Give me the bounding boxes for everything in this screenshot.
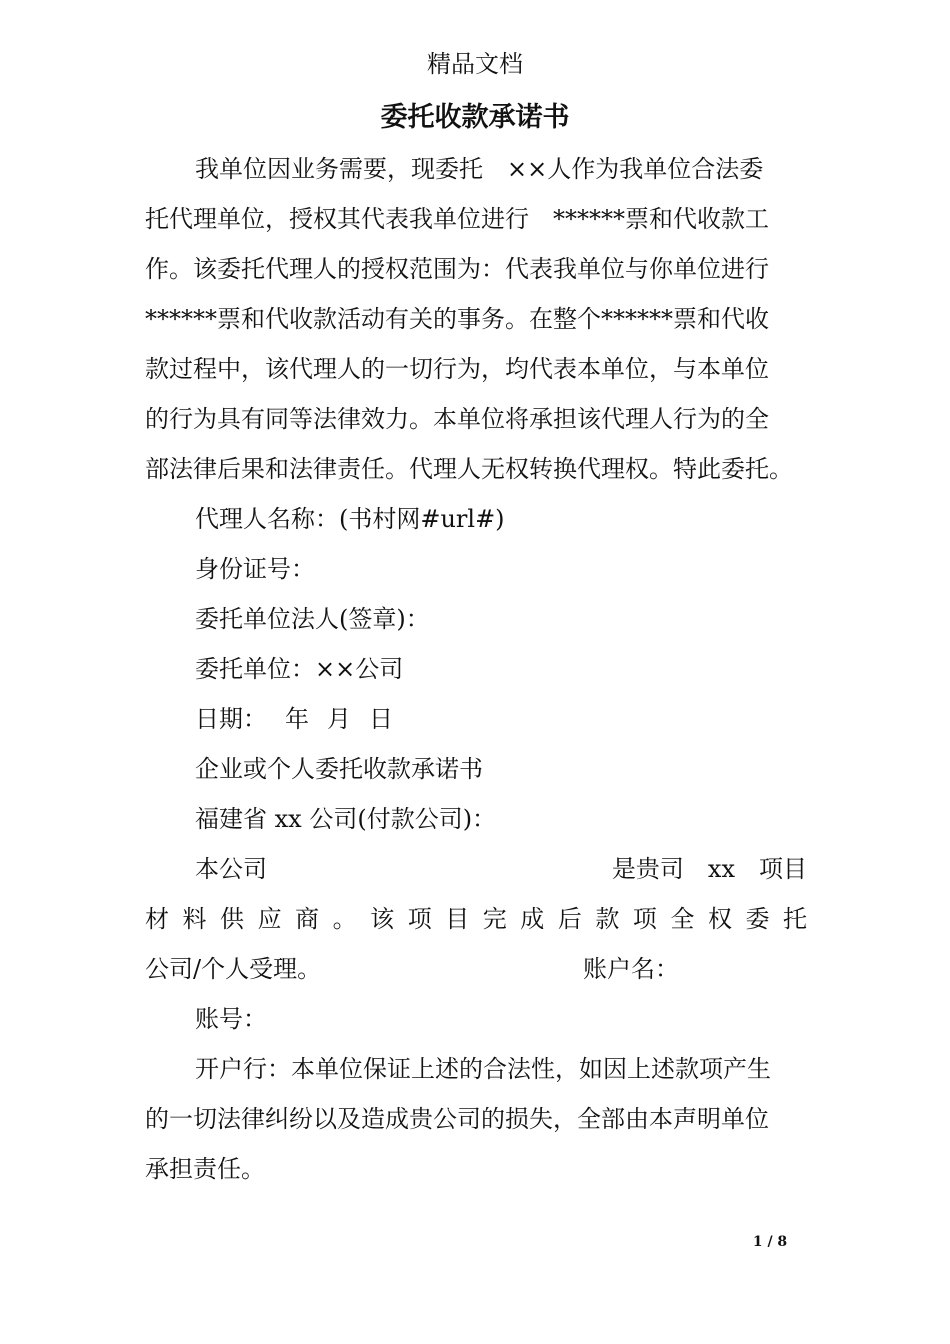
addressee-line: 福建省 xx 公司(付款公司)：	[195, 805, 497, 833]
document-title: 委托收款承诺书	[380, 102, 570, 133]
paragraph-line: 部法律后果和法律责任。代理人无权转换代理权。特此委托。	[145, 455, 793, 483]
accept-left: 公司/个人受理。	[145, 955, 322, 983]
paragraph-line: 托代理单位，授权其代表我单位进行 ******票和代收款工	[145, 205, 769, 233]
account-name-label: 账户名：	[583, 955, 679, 983]
page-number: 1 / 8	[752, 1234, 788, 1250]
entrusting-unit-line: 委托单位：××公司	[195, 655, 404, 683]
company-right: 是贵司 xx 项目	[611, 855, 807, 883]
document-header: 精品文档	[427, 50, 523, 78]
date-year: 年	[285, 705, 309, 733]
second-title-line: 企业或个人委托收款承诺书	[195, 755, 483, 783]
document-body	[145, 144, 807, 1194]
date-month: 月	[327, 705, 351, 733]
legal-rep-line: 委托单位法人(签章)：	[195, 605, 430, 633]
paragraph-line: 的行为具有同等法律效力。本单位将承担该代理人行为的全	[145, 405, 769, 433]
date-label: 日期：	[195, 705, 267, 733]
paragraph-line: 作。该委托代理人的授权范围为：代表我单位与你单位进行	[145, 255, 769, 283]
id-number-line: 身份证号：	[195, 555, 315, 583]
paragraph-line: 款过程中，该代理人的一切行为，均代表本单位，与本单位	[145, 355, 769, 383]
date-day: 日	[369, 705, 393, 733]
bank-line: 的一切法律纠纷以及造成贵公司的损失，全部由本声明单位	[145, 1105, 769, 1133]
bank-line: 开户行：本单位保证上述的合法性，如因上述款项产生	[195, 1055, 771, 1083]
account-number-line: 账号：	[195, 1005, 267, 1033]
agent-name-line: 代理人名称：(书村网#url#)	[195, 505, 505, 533]
supplier-line: 材料供应商。该项目完成后款项全权委托	[145, 905, 807, 933]
company-left: 本公司	[195, 855, 267, 883]
paragraph-line: ******票和代收款活动有关的事务。在整个******票和代收	[145, 305, 769, 333]
accept-line	[145, 944, 807, 994]
company-line	[145, 844, 807, 894]
bank-line: 承担责任。	[145, 1155, 265, 1183]
paragraph-line: 我单位因业务需要，现委托 ××人作为我单位合法委	[195, 155, 764, 183]
date-line	[145, 694, 807, 744]
